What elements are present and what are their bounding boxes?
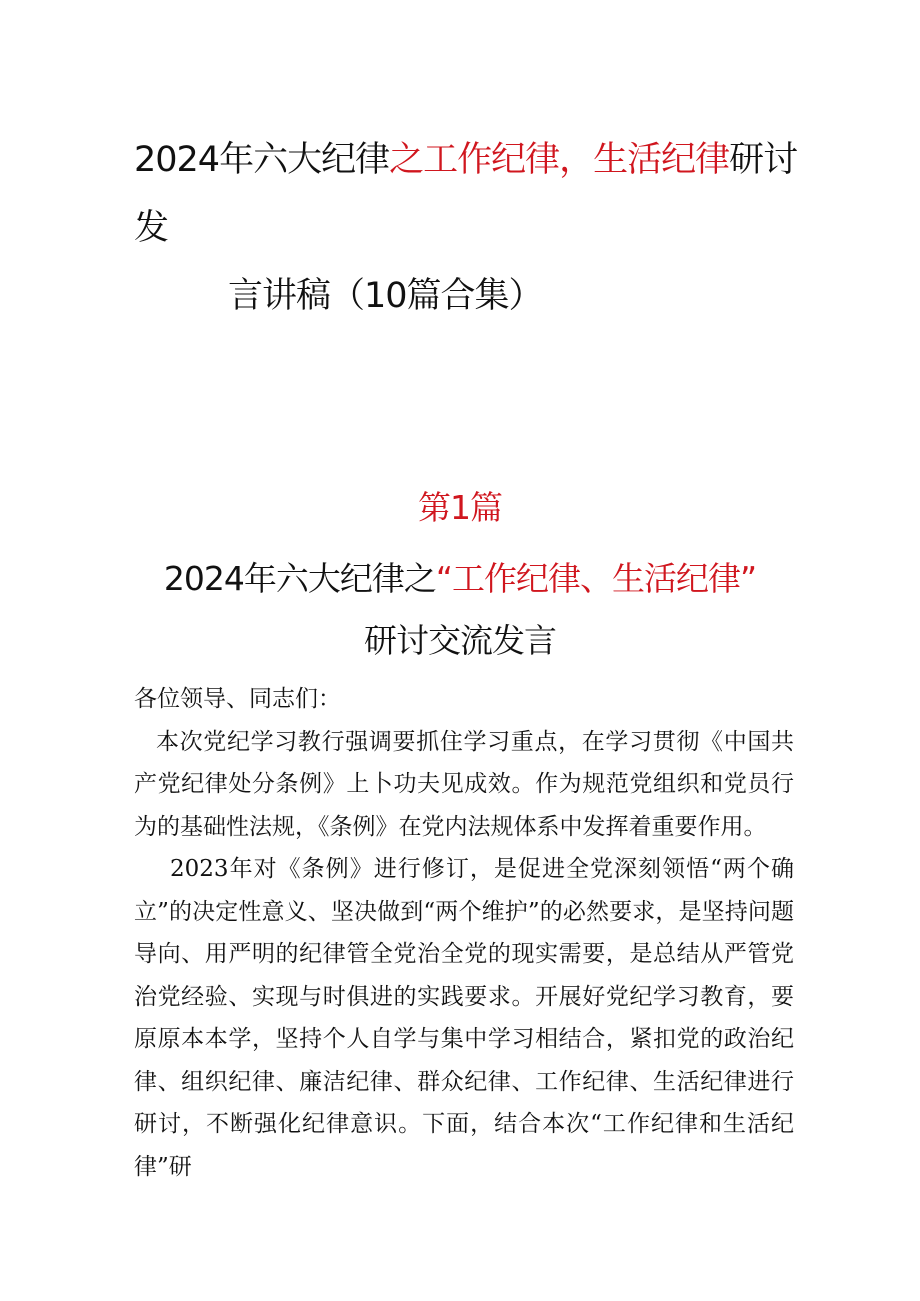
document-title-part1: 2024年六大纪律: [134, 140, 390, 180]
section-title-part1: 2024年六大纪律之: [163, 559, 436, 598]
document-title-line2: 言讲稿（10篇合集）: [228, 276, 543, 316]
section-title: [0, 548, 920, 672]
greeting: 各位领导、同志们：: [134, 686, 341, 712]
document-title: [134, 126, 814, 330]
document-title-highlight: 之工作纪律，生活纪律: [389, 140, 730, 180]
section-title-line2: 研讨交流发言: [364, 621, 556, 660]
document-title-part3: 研讨发: [134, 140, 798, 248]
paragraph: 2023年对《条例》进行修订，是促进全党深刻领悟“两个确立”的决定性意义、坚决做到“两个维护”的必然要求，是坚持问题导向、用严明的纪律管全党治全党的现实需要，是总结从严管党治党经验、实现与时俱进的实践要求。开展好党纪学习教育，要原原本本学，坚持个人自学与集中学习相结合，紧扣党的政治纪律、组织纪律、廉洁纪律、群众纪律、工作纪律、生活纪律进行研讨，不断强化纪律意识。下面，结合本次“工作纪律和生活纪律”研: [134, 856, 794, 1180]
section-number: 第1篇: [418, 488, 502, 527]
section-title-highlight: “工作纪律、生活纪律”: [435, 559, 757, 598]
body-text: [134, 678, 794, 1188]
paragraph: 本次党纪学习教行强调要抓住学习重点，在学习贯彻《中国共产党纪律处分条例》上卜功夫见成效。作为规范党组织和党员行为的基础性法规，《条例》在党内法规体系中发挥着重要作用。: [134, 728, 794, 840]
